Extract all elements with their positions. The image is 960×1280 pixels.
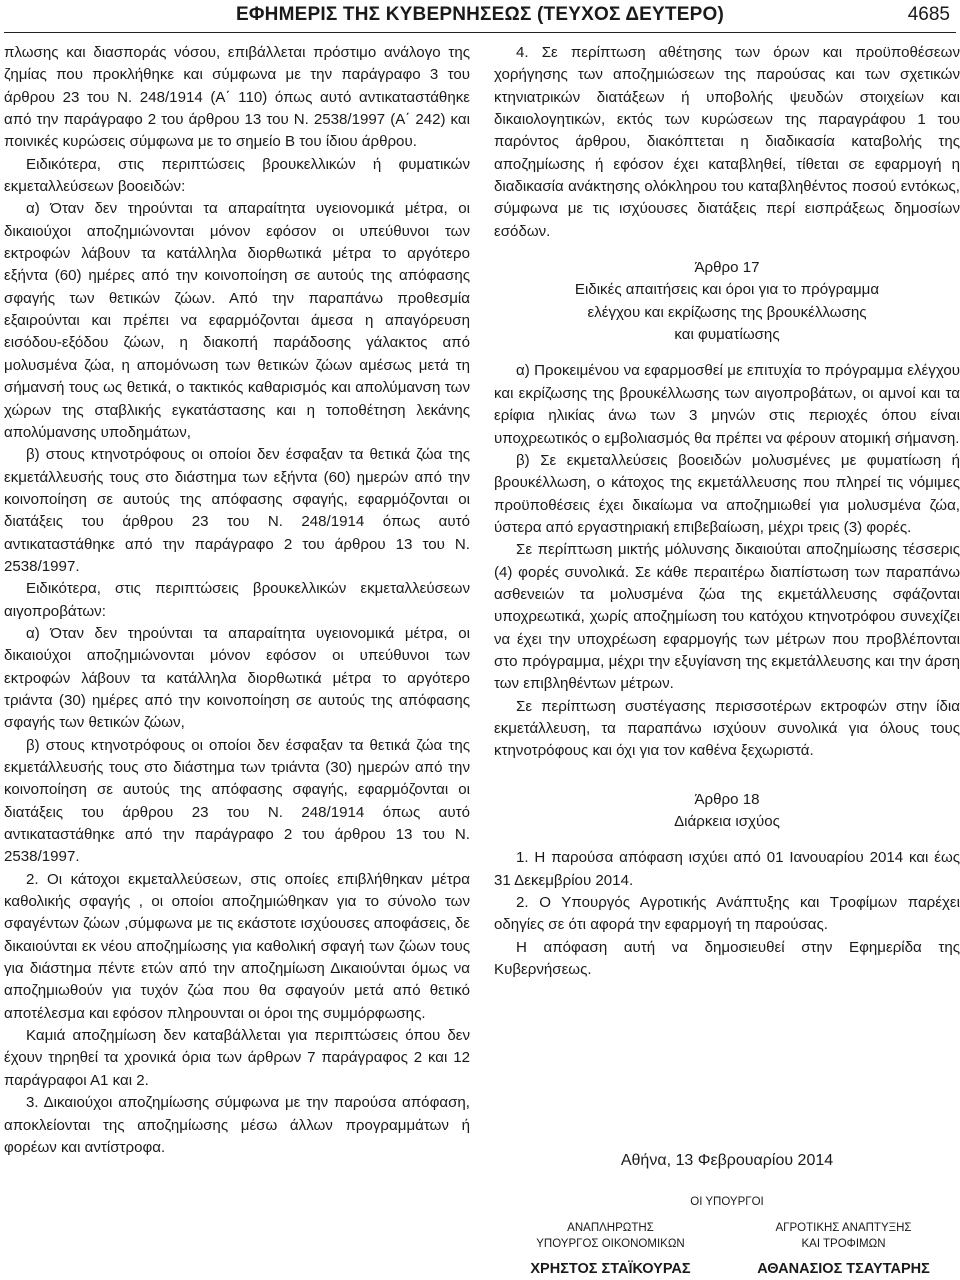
ministers-label-text: ΟΙ ΥΠΟΥΡΓΟΙ (690, 1196, 764, 1208)
article-18-paragraph-1: 1. Η παρούσα απόφαση ισχύει από 01 Ιανουαρίου 2014 και έως 31 Δεκεμβρίου 2014. (494, 849, 960, 889)
paragraph-penalty-continuation: πλωσης και διασποράς νόσου, επιβάλλεται πρόστιμο ανάλογο της ζημίας που προκλήθηκε και σύμφωνα με την παράγραφο 3 του άρθρου 23 του Ν. 248/1914 (Α΄ 110) όπως αυτό αντικαταστάθηκε από την παράγραφο 2 του άρθρου 13 του Ν. 2538/1997 (Α΄ 242) και ποινικές κυρώσεις σύμφωνα με το σημείο Β του ίδιου άρθρου. (4, 44, 470, 151)
paragraph-bovine-b: β) στους κτηνοτρόφους οι οποίοι δεν έσφαξαν τα θετικά ζώα της εκμετάλλευσής τους στο διάστημα των εξήντα (60) ημερών από την κοινοποίηση σε αυτούς της απόφασης σφαγής, εφαρμόζονται οι διατάξεις του άρθρου 23 του Ν. 248/1914 όπως αυτό αντικαταστάθηκε από την παράγραφο 2 του άρθρου 13 του Ν. 2538/1997. (4, 446, 470, 575)
signer-finance-role-1: ΑΝΑΠΛΗΡΩΤΗΣ (567, 1222, 654, 1234)
page-header (0, 0, 960, 34)
signer-agriculture-role-1: ΑΓΡΟΤΙΚΗΣ ΑΝΑΠΤΥΞΗΣ (775, 1222, 912, 1234)
page-number: 4685 (907, 4, 950, 25)
article-18-paragraph-2: 2. Ο Υπουργός Αγροτικής Ανάπτυξης και Τροφίμων παρέχει οδηγίες σε ότι αφορά την εφαρμογή τη παρούσας. (494, 894, 960, 934)
paragraph-2: 2. Οι κάτοχοι εκμεταλλεύσεων, στις οποίες επιβλήθηκαν μέτρα καθολικής σφαγής , οι οποίοι αποζημιώθηκαν για το σύνολο των σφαγέντων ζώων ,σύμφωνα με τις εκάστοτε ισχύουσες αποφάσεις, δε δικαιούνται εκ νέου αποζημίωσης για καθολική σφαγή των ζώων τους για διάστημα πέντε ετών από την αποζημίωση Δικαιούνται όμως να αποζημιωθούν για τυχόν ζώα που θα σφαγούν μετά από θετικό αποτέλεσμα και εφόσον πληρουνται οι όροι της συμμόρφωσης. (4, 870, 470, 1022)
signer-agriculture-role-2: ΚΑΙ ΤΡΟΦΙΜΩΝ (801, 1238, 886, 1250)
signer-finance (494, 1220, 727, 1280)
paragraph-no-compensation: Καμιά αποζημίωση δεν καταβάλλεται για περιπτώσεις όπου δεν έχουν τηρηθεί τα χρονικά όρια των άρθρων 7 παράγραφος 2 και 12 παράγραφοι Α1 και 2. (4, 1027, 470, 1089)
header-rule (4, 32, 956, 33)
paragraph-ovine-a: α) Όταν δεν τηρούνται τα απαραίτητα υγειονομικά μέτρα, οι δικαιούχοι αποζημιώνονται μόνον εφόσον οι υπεύθυνοι των εκτροφών λάβουν τα κατάλληλα διορθωτικά μέτρα το αργότερο τριάντα (30) ημέρες από την κοινοποίηση σε αυτούς της απόφασης σφαγής των θετικών ζώων, (4, 624, 470, 732)
paragraph-ovine-intro: Ειδικότερα, στις περιπτώσεις βρουκελλικών εκμεταλλεύσεων αιγοπροβάτων: (4, 580, 470, 620)
paragraph-3: 3. Δικαιούχοι αποζημίωσης σύμφωνα με την παρούσα απόφαση, αποκλείονται της αποζημίωσης μέσω άλλων προγραμμάτων ή φορέων και αντίστροφα. (4, 1094, 470, 1156)
signer-finance-role-2: ΥΠΟΥΡΓΟΣ ΟΙΚΟΝΟΜΙΚΩΝ (536, 1238, 685, 1250)
article-17-heading: Άρθρο 17 (694, 259, 760, 277)
article-18-title: Διάρκεια ισχύος (674, 813, 780, 830)
article-17-title-line-1: Ειδικές απαιτήσεις και όροι για το πρόγραμμα (574, 281, 880, 299)
article-17-paragraph-mixed: Σε περίπτωση μικτής μόλυνσης δικαιούται αποζημίωσης τέσσερις (4) φορές συνολικά. Σε κάθε περαιτέρω διαπίστωση των παραπάνω ασθενειών τα μολυσμένα ζώα της εκμετάλλευσης σφάζονται υποχρεωτικά, χωρίς αποζημίωση του κατόχου κτηνοτρόφου συνεχίζει να έχει την υποχρέωση εφαρμογής των μέτρων που προβλέπονται στο πρόγραμμα, μέχρι την εξυγίανση της εκμετάλλευσης και την άρση των επιβληθέντων μέτρων. (494, 541, 960, 693)
paragraph-ovine-b: β) στους κτηνοτρόφους οι οποίοι δεν έσφαξαν τα θετικά ζώα της εκμετάλλευσής τους στο διάστημα των τριάντα (30) ημερών από την κοινοποίηση σε αυτούς της απόφασης σφαγής, εφαρμόζονται οι διατάξεις του άρθρου 23 του Ν. 248/1914 όπως αυτό αντικαταστάθηκε από την παράγραφο 2 του άρθρου 13 του Ν. 2538/1997. (4, 736, 470, 866)
left-column (4, 42, 470, 1159)
paragraph-bovine-a: α) Όταν δεν τηρούνται τα απαραίτητα υγειονομικά μέτρα, οι δικαιούχοι αποζημιώνονται μόνον εφόσον οι υπεύθυνοι των εκτροφών λάβουν τα κατάλληλα διορθωτικά μέτρα το αργότερο εξήντα (60) ημέρες από την κοινοποίηση σε αυτούς της απόφασης σφαγής των θετικών ζώων. Από την παραπάνω προθεσμία εξαιρούνται και πρέπει να εφαρμόζονται άμεσα η απαγόρευση εισόδου-εξόδου ζώων, η διακοπή παράδοσης γάλακτος από μολυσμένα ζώα, η απομόνωση των θετικών ζώων αμέσως μετά τη σήμανσή τους ως θετικά, ο τακτικός καθαρισμός και απολύμανση των χώρων της σταβλικής εγκατάστασης και η τοποθέτηση λεκάνης απολύμανσης υποδημάτων, (4, 200, 470, 441)
signer-agriculture-name: ΑΘΑΝΑΣΙΟΣ ΤΣΑΥΤΑΡΗΣ (757, 1261, 930, 1277)
article-18-paragraph-publish: Η απόφαση αυτή να δημοσιευθεί στην Εφημερίδα της Κυβερνήσεως. (494, 938, 960, 979)
article-17-paragraph-b: β) Σε εκμεταλλεύσεις βοοειδών μολυσμένες με φυματίωση ή βρουκέλλωση, ο κάτοχος της εκμετάλλευσης που πληρεί τις νόμιμες προϋποθέσεις έχει δικαίωμα να αποζημιωθεί για μολυσμένα ζώα, ύστερα από εργαστηριακή επιβεβαίωση, μέχρι τρεις (3) φορές. (494, 451, 960, 536)
article-17-title-line-2: ελέγχου και εκρίζωσης της βρουκέλλωσης (587, 303, 867, 321)
article-17-title-line-3: και φυματίωσης (674, 326, 780, 344)
place-date: Αθήνα, 13 Φεβρουαρίου 2014 (620, 1152, 834, 1169)
paragraph-4: 4. Σε περίπτωση αθέτησης των όρων και προϋποθέσεων χορήγησης των αποζημιώσεων της παρούσας και των σχετικών κτηνιατρικών διατάξεων ή υποβολής ψευδών στοιχείων και δικαιολογητικών, εκτός των κυρώσεων της παραγράφου 1 του παρόντος άρθρου, διακόπτεται η διαδικασία καταβολής της αποζημίωσης ή εφόσον έχει καταβληθεί, τίθεται σε εφαρμογή η διαδικασία ανάκτησης ολόκληρου του καταβληθέντος ποσού εντόκως, σύμφωνα με τις ισχύουσες διατάξεις περί εισπράξεως δημοσίων εσόδων. (494, 44, 960, 240)
signer-finance-name: ΧΡΗΣΤΟΣ ΣΤΑΪΚΟΥΡΑΣ (530, 1261, 691, 1277)
signer-agriculture (727, 1220, 960, 1280)
article-17-paragraph-a: α) Προκειμένου να εφαρμοσθεί με επιτυχία το πρόγραμμα ελέγχου και εκρίζωσης της βρουκέλλωσης των αιγοπροβάτων, οι αμνοί και τα ερίφια ηλικίας άνω των 3 μηνών στις περιοχές όπου είναι υποχρεωτικός ο εμβολιασμός θα πρέπει να φέρουν ατομική σήμανση. (494, 362, 960, 447)
article-18-heading: Άρθρο 18 (694, 790, 760, 808)
signatories (494, 1220, 960, 1280)
ministers-label (494, 1192, 960, 1210)
gazette-title: ΕΦΗΜΕΡΙΣ ΤΗΣ ΚΥΒΕΡΝΗΣΕΩΣ (ΤΕΥΧΟΣ ΔΕΥΤΕΡΟ) (236, 4, 724, 25)
paragraph-bovine-intro: Ειδικότερα, στις περιπτώσεις βρουκελλικών ή φυματικών εκμεταλλεύσεων βοοειδών: (4, 155, 470, 196)
right-column (494, 42, 960, 981)
article-17-paragraph-cohousing: Σε περίπτωση συστέγασης περισσοτέρων εκτροφών στην ίδια εκμετάλλευση, τα παραπάνω ισχύουν συνολικά για όλους τους κτηνοτρόφους και όχι για τον καθένα ξεχωριστά. (494, 697, 960, 760)
